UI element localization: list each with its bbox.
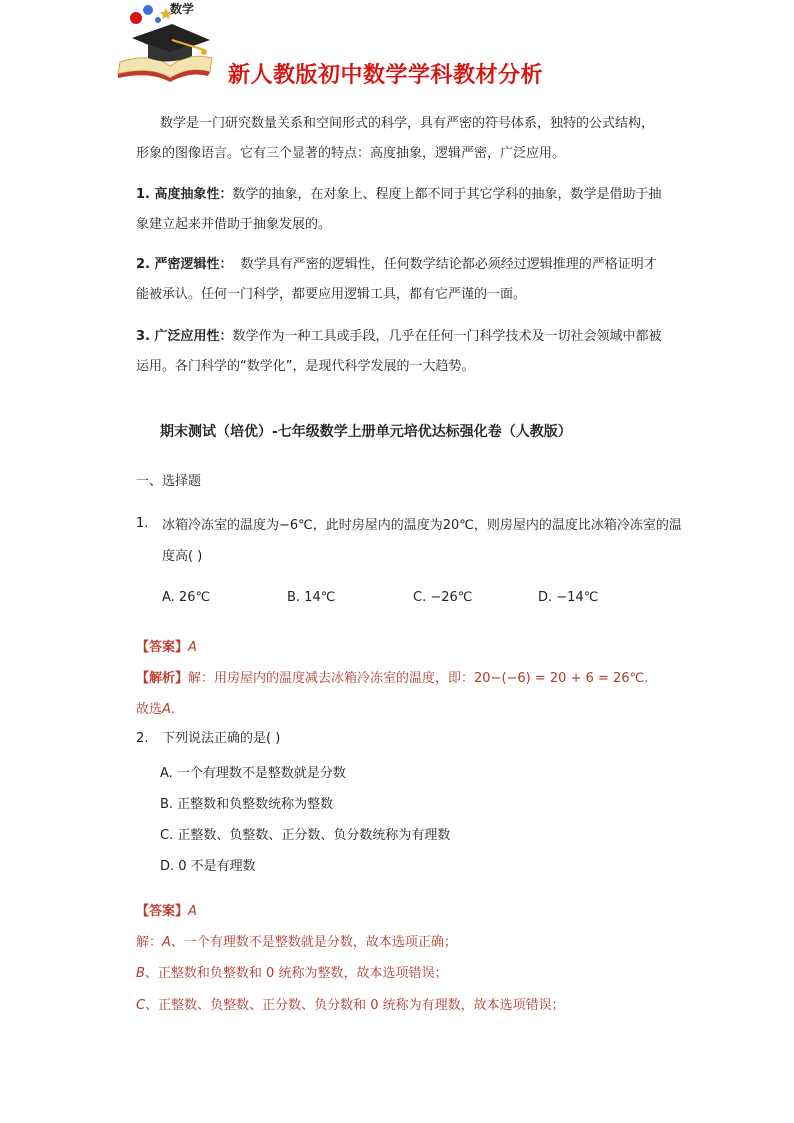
option-d: D. 0 不是有理数 xyxy=(160,859,256,874)
solution-letter: C xyxy=(136,998,146,1013)
solution-letter: A xyxy=(162,935,171,950)
answer-line xyxy=(136,900,197,919)
option-d: D. −14℃ xyxy=(538,590,599,605)
page-title: 新人教版初中数学学科教材分析 xyxy=(228,63,544,88)
option-b: B. 14℃ xyxy=(287,590,336,605)
solution-line-a xyxy=(136,931,457,950)
feature-logic xyxy=(136,250,666,310)
feature-text: 数学的抽象，在对象上、程度上都不同于其它学科的抽象，数学是借助于抽象建立起来并借助于抽象发展的。 xyxy=(136,187,662,232)
option-c: C. 正整数、负整数、正分数、负分数统称为有理数 xyxy=(160,828,451,843)
feature-abstract xyxy=(136,180,666,240)
analysis-text: 解：用房屋内的温度减去冰箱冷冻室的温度，即：20−(−6) = 20 + 6 = 26℃. xyxy=(188,671,649,686)
answer-value: A xyxy=(188,904,197,919)
answer-value: A xyxy=(188,640,197,655)
solution-text: 、正整数和负整数和 0 统称为整数，故本选项错误； xyxy=(144,966,448,981)
option-b: B. 正整数和负整数统称为整数 xyxy=(160,797,334,812)
option-a: A. 26℃ xyxy=(162,590,211,605)
question-number: 1. xyxy=(136,516,149,531)
solution-text: 、一个有理数不是整数就是分数，故本选项正确； xyxy=(170,935,457,950)
conclusion-prefix: 故选 xyxy=(136,702,163,717)
solution-line-c xyxy=(136,994,565,1013)
solution-letter: B xyxy=(136,966,145,981)
solution-text: 、正整数、负整数、正分数、负分数和 0 统称为有理数，故本选项错误； xyxy=(145,998,565,1013)
feature-text: 数学作为一种工具或手段，几乎在任何一门科学技术及一切社会领域中都被运用。各门科学的“数学化”，是现代科学发展的一大趋势。 xyxy=(136,329,662,374)
math-logo xyxy=(112,0,217,82)
analysis-line xyxy=(136,667,648,686)
section-heading: 一、选择题 xyxy=(136,474,202,489)
conclusion-line xyxy=(136,698,175,717)
question-text: 冰箱冷冻室的温度为−6℃，此时房屋内的温度为20℃，则房屋内的温度比冰箱冷冻室的温度高( ) xyxy=(162,518,682,564)
answer-label: 【答案】 xyxy=(136,640,189,655)
option-c: C. −26℃ xyxy=(413,590,473,605)
feature-text: 数学具有严密的逻辑性，任何数学结论都必须经过逻辑推理的严格证明才能被承认。任何一门科学，都要应用逻辑工具，都有它严谨的一面。 xyxy=(136,257,657,302)
feature-label: 1. 高度抽象性： xyxy=(136,187,233,202)
answer-line xyxy=(136,636,197,655)
conclusion-value: A. xyxy=(162,702,176,717)
question-number: 2. xyxy=(136,731,149,746)
logo-label: 数学 xyxy=(170,2,195,16)
solution-line-b xyxy=(136,962,447,981)
question-text: 下列说法正确的是( ) xyxy=(162,731,281,746)
feature-label: 3. 广泛应用性： xyxy=(136,329,233,344)
exam-title: 期末测试（培优）-七年级数学上册单元培优达标强化卷（人教版） xyxy=(160,424,572,440)
feature-label: 2. 严密逻辑性： xyxy=(136,257,233,272)
intro-paragraph: 数学是一门研究数量关系和空间形式的科学，具有严密的符号体系，独特的公式结构，形象的图像语言。它有三个显著的特点：高度抽象，逻辑严密，广泛应用。 xyxy=(136,116,655,161)
answer-label: 【答案】 xyxy=(136,904,189,919)
graduation-cap-book-icon xyxy=(112,0,217,82)
feature-application xyxy=(136,322,666,382)
option-a: A. 一个有理数不是整数就是分数 xyxy=(160,766,346,781)
solution-prefix: 解： xyxy=(136,935,163,950)
analysis-label: 【解析】 xyxy=(136,671,189,686)
